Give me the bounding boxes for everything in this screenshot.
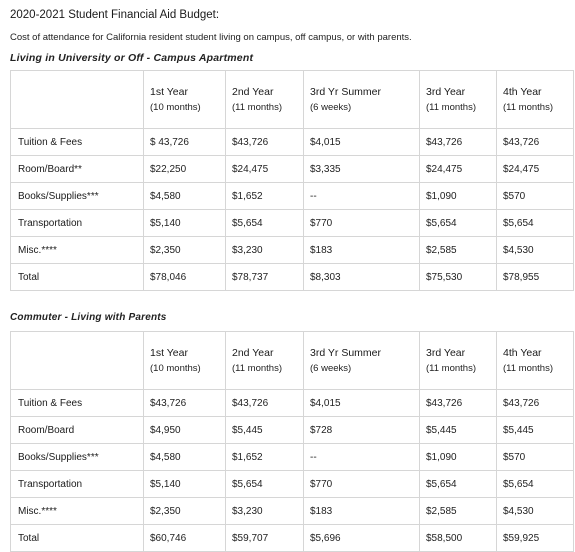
- page-subtitle: Cost of attendance for California resident student living on campus, off campus, or with parents.: [10, 32, 412, 43]
- amount-cell: $3,230: [226, 237, 304, 264]
- table-row: [11, 417, 574, 444]
- amount-cell: $2,350: [144, 237, 226, 264]
- column-header: [144, 71, 226, 129]
- column-header: [304, 332, 420, 390]
- amount-cell: $4,530: [497, 498, 574, 525]
- column-name: 3rd Year: [426, 346, 466, 359]
- amount-cell: $5,140: [144, 210, 226, 237]
- column-header: [497, 71, 574, 129]
- amount-cell: $770: [304, 210, 420, 237]
- amount-cell: $8,303: [304, 264, 420, 291]
- campus-budget-table: [10, 70, 574, 291]
- amount-cell: --: [304, 183, 420, 210]
- table-row: [11, 237, 574, 264]
- amount-cell: $59,925: [497, 525, 574, 552]
- amount-cell: --: [304, 444, 420, 471]
- column-name: 1st Year: [150, 85, 188, 98]
- table-row: [11, 444, 574, 471]
- column-header: [497, 332, 574, 390]
- column-duration: (11 months): [426, 101, 476, 113]
- amount-cell: $43,726: [420, 129, 497, 156]
- column-name: 3rd Year: [426, 85, 466, 98]
- header-corner-cell: [11, 71, 144, 129]
- row-label: Books/Supplies***: [11, 444, 144, 471]
- column-header: [304, 71, 420, 129]
- column-duration: (11 months): [232, 362, 282, 374]
- amount-cell: $728: [304, 417, 420, 444]
- row-label: Tuition & Fees: [11, 129, 144, 156]
- table-header-row: [11, 71, 574, 129]
- amount-cell: $43,726: [497, 390, 574, 417]
- table-row: [11, 390, 574, 417]
- amount-cell: $2,350: [144, 498, 226, 525]
- table-row: [11, 525, 574, 552]
- column-duration: (6 weeks): [310, 362, 352, 374]
- amount-cell: $5,696: [304, 525, 420, 552]
- table-row: [11, 129, 574, 156]
- amount-cell: $183: [304, 498, 420, 525]
- column-duration: (10 months): [150, 362, 201, 374]
- amount-cell: $570: [497, 444, 574, 471]
- row-label: Room/Board: [11, 417, 144, 444]
- amount-cell: $60,746: [144, 525, 226, 552]
- amount-cell: $2,585: [420, 498, 497, 525]
- amount-cell: $22,250: [144, 156, 226, 183]
- amount-cell: $5,654: [497, 210, 574, 237]
- section-heading-campus: Living in University or Off - Campus Apartment: [10, 52, 254, 64]
- table-row: [11, 183, 574, 210]
- column-header: [144, 332, 226, 390]
- amount-cell: $43,726: [226, 390, 304, 417]
- amount-cell: $75,530: [420, 264, 497, 291]
- amount-cell: $24,475: [497, 156, 574, 183]
- amount-cell: $3,335: [304, 156, 420, 183]
- amount-cell: $1,652: [226, 183, 304, 210]
- column-duration: (6 weeks): [310, 101, 352, 113]
- amount-cell: $78,046: [144, 264, 226, 291]
- table-row: [11, 156, 574, 183]
- column-name: 1st Year: [150, 346, 188, 359]
- amount-cell: $43,726: [144, 390, 226, 417]
- section-heading-commuter: Commuter - Living with Parents: [10, 312, 167, 323]
- column-duration: (10 months): [150, 101, 201, 113]
- amount-cell: $5,140: [144, 471, 226, 498]
- amount-cell: $183: [304, 237, 420, 264]
- amount-cell: $43,726: [226, 129, 304, 156]
- row-label: Misc.****: [11, 498, 144, 525]
- commuter-budget-table: [10, 331, 574, 552]
- row-label: Misc.****: [11, 237, 144, 264]
- amount-cell: $ 43,726: [144, 129, 226, 156]
- amount-cell: $5,654: [226, 471, 304, 498]
- amount-cell: $5,654: [420, 210, 497, 237]
- amount-cell: $4,580: [144, 444, 226, 471]
- page-title: 2020-2021 Student Financial Aid Budget:: [10, 9, 220, 21]
- commuter-table-body: [11, 390, 574, 552]
- table-row: [11, 498, 574, 525]
- column-name: 2nd Year: [232, 85, 274, 98]
- column-name: 4th Year: [503, 346, 542, 359]
- table-row: [11, 471, 574, 498]
- amount-cell: $4,015: [304, 390, 420, 417]
- amount-cell: $4,015: [304, 129, 420, 156]
- row-label: Total: [11, 264, 144, 291]
- column-name: 2nd Year: [232, 346, 274, 359]
- amount-cell: $570: [497, 183, 574, 210]
- column-header: [420, 71, 497, 129]
- campus-table-body: [11, 129, 574, 291]
- column-header: [226, 71, 304, 129]
- amount-cell: $1,090: [420, 444, 497, 471]
- amount-cell: $78,737: [226, 264, 304, 291]
- amount-cell: $1,090: [420, 183, 497, 210]
- amount-cell: $5,654: [226, 210, 304, 237]
- amount-cell: $58,500: [420, 525, 497, 552]
- column-duration: (11 months): [503, 101, 553, 113]
- amount-cell: $2,585: [420, 237, 497, 264]
- header-corner-cell: [11, 332, 144, 390]
- amount-cell: $5,445: [420, 417, 497, 444]
- column-name: 3rd Yr Summer: [310, 346, 381, 359]
- amount-cell: $770: [304, 471, 420, 498]
- amount-cell: $43,726: [497, 129, 574, 156]
- row-label: Transportation: [11, 210, 144, 237]
- column-duration: (11 months): [426, 362, 476, 374]
- amount-cell: $78,955: [497, 264, 574, 291]
- amount-cell: $4,580: [144, 183, 226, 210]
- column-name: 4th Year: [503, 85, 542, 98]
- amount-cell: $5,654: [497, 471, 574, 498]
- amount-cell: $5,445: [497, 417, 574, 444]
- amount-cell: $43,726: [420, 390, 497, 417]
- amount-cell: $5,445: [226, 417, 304, 444]
- table-header-row: [11, 332, 574, 390]
- column-header: [420, 332, 497, 390]
- amount-cell: $5,654: [420, 471, 497, 498]
- amount-cell: $3,230: [226, 498, 304, 525]
- table-row: [11, 210, 574, 237]
- column-duration: (11 months): [232, 101, 282, 113]
- row-label: Room/Board**: [11, 156, 144, 183]
- amount-cell: $59,707: [226, 525, 304, 552]
- amount-cell: $4,530: [497, 237, 574, 264]
- amount-cell: $24,475: [420, 156, 497, 183]
- table-row: [11, 264, 574, 291]
- amount-cell: $4,950: [144, 417, 226, 444]
- row-label: Tuition & Fees: [11, 390, 144, 417]
- column-header: [226, 332, 304, 390]
- row-label: Transportation: [11, 471, 144, 498]
- column-name: 3rd Yr Summer: [310, 85, 381, 98]
- amount-cell: $24,475: [226, 156, 304, 183]
- row-label: Books/Supplies***: [11, 183, 144, 210]
- amount-cell: $1,652: [226, 444, 304, 471]
- row-label: Total: [11, 525, 144, 552]
- column-duration: (11 months): [503, 362, 553, 374]
